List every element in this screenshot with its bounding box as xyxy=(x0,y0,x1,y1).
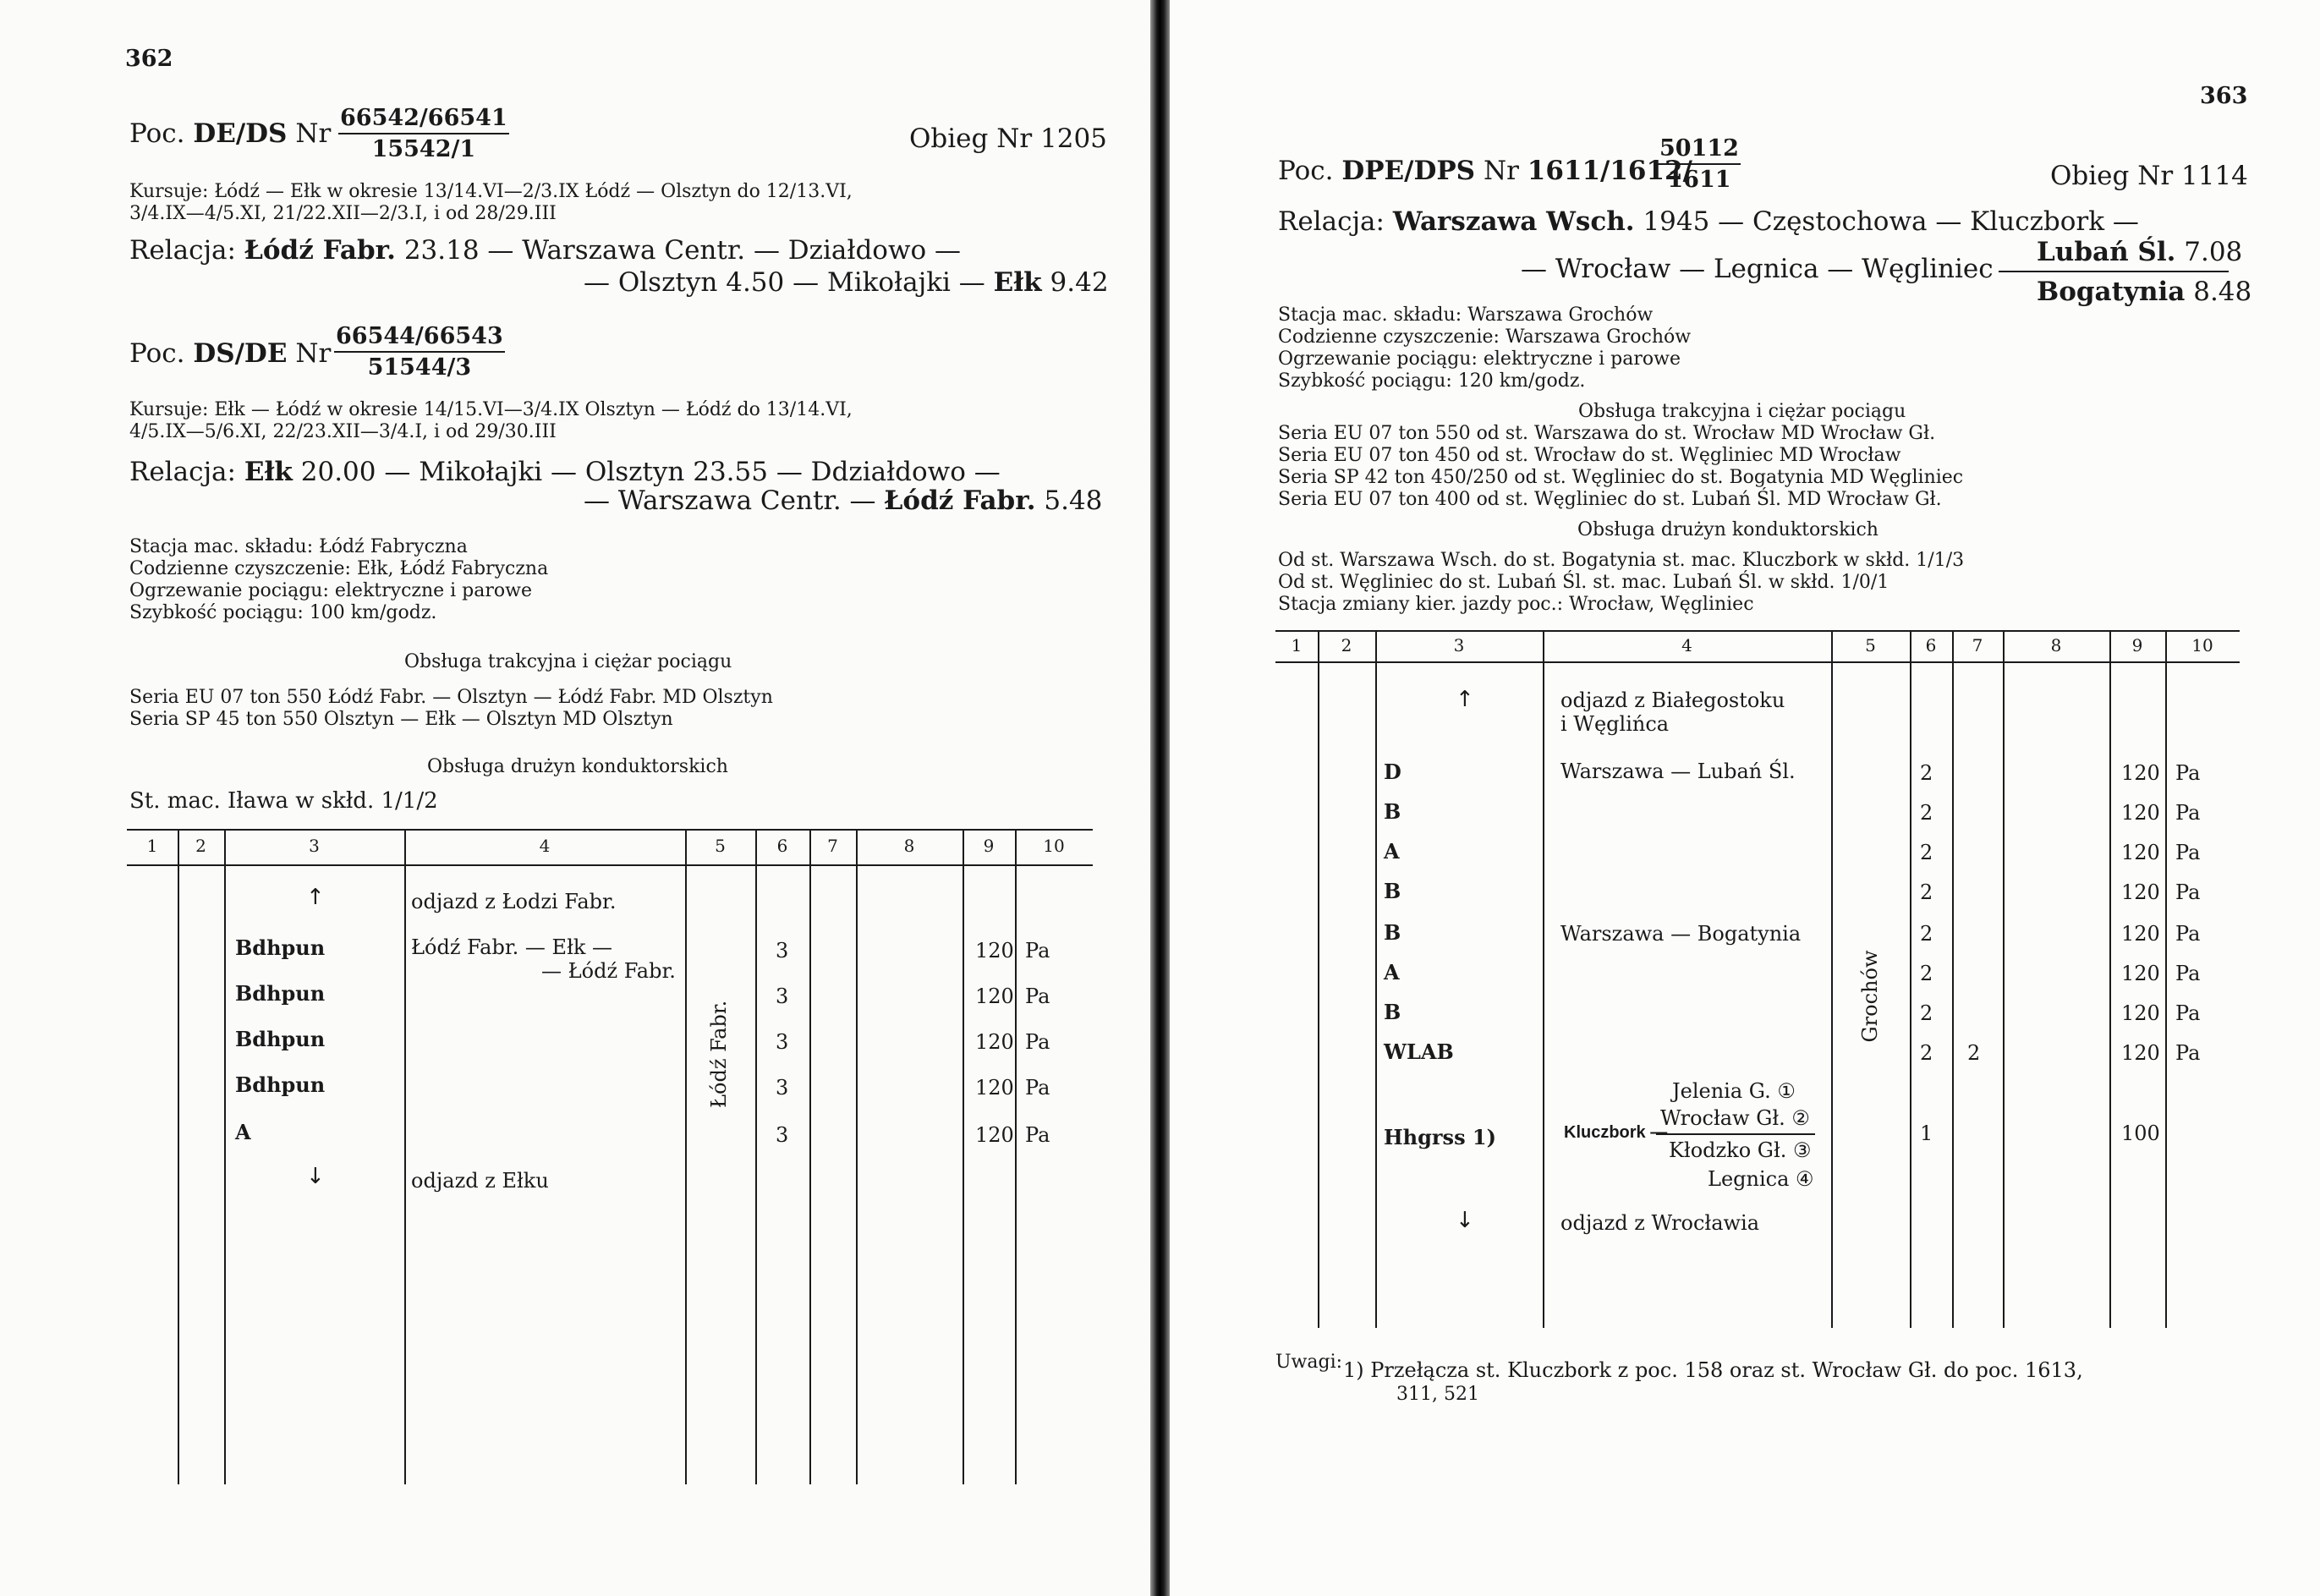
traction-line4: Seria EU 07 ton 400 od st. Węgliniec do st. Lubań Śl. MD Wrocław Gł. xyxy=(1278,489,1942,510)
traction-title: Obsługa trakcyjna i ciężar pociągu xyxy=(404,651,732,672)
train-relacja-line1 xyxy=(1278,206,2139,237)
branch-fraction-rule xyxy=(1999,271,2229,272)
row4-c10: Pa xyxy=(2175,880,2201,904)
train2-relacja-end-time: 5.48 xyxy=(1044,485,1103,516)
row3-c9: 120 xyxy=(975,1030,1014,1054)
table-top-rule xyxy=(127,829,1093,831)
row1-c10: Pa xyxy=(1025,939,1050,963)
route-line2: — Łódź Fabr. xyxy=(541,959,676,983)
train1-obieg: Obieg Nr 1205 xyxy=(909,123,1107,154)
col-header-7: 7 xyxy=(1972,635,1983,655)
col-header-4: 4 xyxy=(1681,635,1692,655)
row2-type: B xyxy=(1384,799,1401,824)
left-page xyxy=(0,0,1150,1596)
row1-type: D xyxy=(1384,760,1401,784)
info-stacja: Stacja mac. składu: Łódź Fabryczna xyxy=(129,536,468,557)
crew-line3: Stacja zmiany kier. jazdy poc.: Wrocław, Węgliniec xyxy=(1278,594,1754,615)
table-header-rule xyxy=(1275,661,2240,663)
arrow-up-icon: ↑ xyxy=(306,885,325,910)
row8-type: WLAB xyxy=(1384,1039,1454,1064)
train-prefix: Poc. xyxy=(1278,156,1334,186)
arrow-down-icon: ↓ xyxy=(306,1164,325,1189)
train1-relacja-rest: 23.18 — Warszawa Centr. — Działdowo — xyxy=(403,235,962,266)
train1-relacja-end: Ełk xyxy=(993,267,1042,298)
uwagi-label: Uwagi: xyxy=(1275,1352,1343,1373)
train1-number-fraction xyxy=(338,105,509,162)
special-row-type: Hhgrss 1) xyxy=(1384,1125,1496,1149)
train1-kursuje-line2: 3/4.IX—4/5.XI, 21/22.XII—2/3.I, i od 28/29.III xyxy=(129,203,557,224)
train1-category: DE/DS xyxy=(193,118,288,149)
col-header-5: 5 xyxy=(1865,635,1876,655)
special-dest-3: Kłodzko Gł. ③ xyxy=(1669,1138,1812,1162)
train-nr-label: Nr xyxy=(1483,156,1519,186)
train2-number-bottom: 51544/3 xyxy=(367,354,472,381)
train2-heading xyxy=(129,338,331,369)
row2-type: Bdhpun xyxy=(235,981,326,1006)
row7-c9: 120 xyxy=(2121,1001,2160,1025)
route-line1: Łódź Fabr. — Ełk — xyxy=(411,935,613,959)
row3-c10: Pa xyxy=(1025,1030,1050,1054)
row4-c9: 120 xyxy=(975,1076,1014,1100)
row2-c9: 120 xyxy=(2121,801,2160,825)
train2-relacja-line2 xyxy=(584,485,1102,516)
crew-line1: Od st. Warszawa Wsch. do st. Bogatynia st. mac. Kluczbork w skłd. 1/1/3 xyxy=(1278,550,1965,571)
row4-type: Bdhpun xyxy=(235,1072,326,1097)
col-header-10: 10 xyxy=(1043,836,1065,856)
route-lubán: Warszawa — Lubań Śl. xyxy=(1560,760,1796,783)
train2-number-fraction xyxy=(334,323,505,381)
table-top-rule xyxy=(1275,630,2240,632)
branch-top-time: 7.08 xyxy=(2184,237,2243,267)
col-header-7: 7 xyxy=(827,836,838,856)
row3-c6: 2 xyxy=(1920,841,1933,864)
row1-c6: 3 xyxy=(776,939,789,963)
train2-kursuje-line2: 4/5.IX—5/6.XI, 22/23.XII—3/4.I, i od 29/30.III xyxy=(129,421,557,442)
odjazd-top: odjazd z Łodzi Fabr. xyxy=(411,890,617,913)
special-c6: 1 xyxy=(1920,1122,1933,1145)
train1-relacja-label: Relacja: xyxy=(129,235,236,266)
special-c9: 100 xyxy=(2121,1122,2160,1145)
col-header-3: 3 xyxy=(309,836,320,856)
page-number: 362 xyxy=(125,46,173,72)
odjazd-bottom: odjazd z Ełku xyxy=(411,1169,549,1193)
train1-relacja-start: Łódź Fabr. xyxy=(244,235,396,266)
train2-nr-label: Nr xyxy=(295,338,332,369)
row1-c10: Pa xyxy=(2175,761,2201,785)
row7-c10: Pa xyxy=(2175,1001,2201,1025)
train-relacja-line2: — Wrocław — Legnica — Węgliniec xyxy=(1521,254,1994,284)
train-obieg: Obieg Nr 1114 xyxy=(2050,161,2248,191)
train2-number-top: 66544/66543 xyxy=(334,323,505,353)
col-header-2: 2 xyxy=(195,836,206,856)
info-stacja: Stacja mac. składu: Warszawa Grochów xyxy=(1278,304,1654,326)
train-relacja-start: Warszawa Wsch. xyxy=(1392,206,1635,237)
row4-c6: 3 xyxy=(776,1076,789,1100)
train1-heading xyxy=(129,118,331,149)
train-relacja-label: Relacja: xyxy=(1278,206,1385,237)
row8-c6: 2 xyxy=(1920,1041,1933,1065)
row1-c9: 120 xyxy=(2121,761,2160,785)
row2-c9: 120 xyxy=(975,984,1014,1008)
uwagi-line2: 311, 521 xyxy=(1396,1384,1479,1405)
train2-relacja-end: Łódź Fabr. xyxy=(884,485,1036,516)
table-header-rule xyxy=(127,864,1093,866)
info-szybkosc: Szybkość pociągu: 120 km/godz. xyxy=(1278,370,1586,392)
row5-c9: 120 xyxy=(975,1123,1014,1147)
train-category: DPE/DPS xyxy=(1341,156,1476,186)
row2-c10: Pa xyxy=(1025,984,1050,1008)
row4-type: B xyxy=(1384,879,1401,903)
row5-type: B xyxy=(1384,920,1401,945)
branch-bottom-time: 8.48 xyxy=(2193,277,2252,307)
row5-c6: 3 xyxy=(776,1123,789,1147)
train-number-bottom: 1611 xyxy=(1667,167,1731,193)
train1-relacja-line2 xyxy=(584,267,1109,298)
row7-c6: 2 xyxy=(1920,1001,1933,1025)
traction-line1: Seria EU 07 ton 550 Łódź Fabr. — Olsztyn — Łódź Fabr. MD Olsztyn xyxy=(129,687,773,708)
odjazd-top-line1: odjazd z Białegostoku xyxy=(1560,688,1785,712)
train-heading xyxy=(1278,156,1692,186)
train2-relacja-rest: 20.00 — Mikołajki — Olsztyn 23.55 — Ddziałdowo — xyxy=(300,457,1001,487)
col-header-9: 9 xyxy=(983,836,995,856)
row2-c6: 2 xyxy=(1920,801,1933,825)
row1-c6: 2 xyxy=(1920,761,1933,785)
right-page xyxy=(1170,0,2320,1596)
traction-line2: Seria EU 07 ton 450 od st. Wrocław do st. Węgliniec MD Wrocław xyxy=(1278,445,1901,466)
row6-c10: Pa xyxy=(2175,962,2201,985)
row3-c9: 120 xyxy=(2121,841,2160,864)
book-gutter xyxy=(1150,0,1170,1596)
crew-line2: Od st. Węgliniec do st. Lubań Śl. st. mac. Lubań Śl. w skłd. 1/0/1 xyxy=(1278,572,1889,593)
row5-c10: Pa xyxy=(1025,1123,1050,1147)
train-branch-bottom xyxy=(2037,277,2251,307)
col-header-4: 4 xyxy=(539,836,551,856)
uwagi-line1: 1) Przełącza st. Kluczbork z poc. 158 oraz st. Wrocław Gł. do poc. 1613, xyxy=(1343,1358,2083,1382)
row8-c10: Pa xyxy=(2175,1041,2201,1065)
row2-c10: Pa xyxy=(2175,801,2201,825)
special-hub: Kluczbork — xyxy=(1564,1123,1668,1142)
train1-kursuje-line1: Kursuje: Łódź — Ełk w okresie 13/14.VI—2/3.IX Łódź — Olsztyn do 12/13.VI, xyxy=(129,181,853,202)
row2-c6: 3 xyxy=(776,984,789,1008)
train-relacja-rest: 1945 — Częstochowa — Kluczbork — xyxy=(1643,206,2139,237)
train1-nr-label: Nr xyxy=(295,118,332,149)
row5-c9: 120 xyxy=(2121,922,2160,946)
arrow-up-icon: ↑ xyxy=(1456,687,1474,712)
row6-type: A xyxy=(1384,960,1400,984)
train-branch-top xyxy=(2037,237,2242,267)
row7-type: B xyxy=(1384,1000,1401,1024)
train1-number-bottom: 15542/1 xyxy=(371,136,476,162)
row3-c6: 3 xyxy=(776,1030,789,1054)
traction-line3: Seria SP 42 ton 450/250 od st. Węgliniec do st. Bogatynia MD Węgliniec xyxy=(1278,467,1964,488)
row3-type: A xyxy=(1384,839,1400,864)
train-number-top: 50112 xyxy=(1658,135,1741,165)
row1-c9: 120 xyxy=(975,939,1014,963)
branch-bottom-station: Bogatynia xyxy=(2037,277,2186,307)
train2-relacja-rest2: — Warszawa Centr. — xyxy=(584,485,876,516)
odjazd-top-line2: i Węglińca xyxy=(1560,712,1670,736)
col-header-8: 8 xyxy=(903,836,915,856)
special-dest-2: Wrocław Gł. ② xyxy=(1660,1106,1810,1130)
row5-c6: 2 xyxy=(1920,922,1933,946)
row6-c9: 120 xyxy=(2121,962,2160,985)
row4-c9: 120 xyxy=(2121,880,2160,904)
col-header-10: 10 xyxy=(2191,635,2213,655)
row3-c10: Pa xyxy=(2175,841,2201,864)
col-header-1: 1 xyxy=(1291,635,1303,655)
traction-line2: Seria SP 45 ton 550 Olsztyn — Ełk — Olsztyn MD Olsztyn xyxy=(129,709,673,730)
traction-line1: Seria EU 07 ton 550 od st. Warszawa do st. Wrocław MD Wrocław Gł. xyxy=(1278,423,1936,444)
train-number-main: 1611/1612/ xyxy=(1527,156,1692,186)
col-header-3: 3 xyxy=(1453,635,1465,655)
train2-relacja-label: Relacja: xyxy=(129,457,236,487)
info-czyszczenie: Codzienne czyszczenie: Ełk, Łódź Fabryczna xyxy=(129,558,549,579)
col-header-6: 6 xyxy=(1925,635,1937,655)
row1-type: Bdhpun xyxy=(235,935,326,960)
special-dest-1: Jelenia G. ① xyxy=(1672,1079,1796,1103)
special-dest-4: Legnica ④ xyxy=(1708,1167,1814,1191)
train1-relacja-rest2: — Olsztyn 4.50 — Mikołajki — xyxy=(584,267,985,298)
col-header-9: 9 xyxy=(2131,635,2143,655)
crew-title: Obsługa drużyn konduktorskich xyxy=(427,756,728,777)
info-czyszczenie: Codzienne czyszczenie: Warszawa Grochów xyxy=(1278,326,1692,348)
traction-title: Obsługa trakcyjna i ciężar pociągu xyxy=(1578,401,1906,422)
train1-relacja-end-time: 9.42 xyxy=(1050,267,1109,298)
train1-prefix: Poc. xyxy=(129,118,185,149)
train2-relacja-line1 xyxy=(129,457,1001,487)
train1-number-top: 66542/66541 xyxy=(338,105,509,134)
route-bogatynia: Warszawa — Bogatynia xyxy=(1560,922,1802,946)
page-number: 363 xyxy=(2200,83,2248,109)
arrow-down-icon: ↓ xyxy=(1456,1208,1474,1233)
col-header-2: 2 xyxy=(1341,635,1352,655)
info-ogrzewanie: Ogrzewanie pociągu: elektryczne i parowe xyxy=(1278,348,1681,370)
col-header-8: 8 xyxy=(2050,635,2062,655)
row8-c9: 120 xyxy=(2121,1041,2160,1065)
vertical-station-label: Łódź Fabr. xyxy=(707,1000,731,1108)
train2-category: DS/DE xyxy=(193,338,288,369)
train1-relacja-line1 xyxy=(129,235,961,266)
crew-line: St. mac. Iława w skłd. 1/1/2 xyxy=(129,788,438,814)
row3-type: Bdhpun xyxy=(235,1027,326,1051)
train-number-fraction xyxy=(1658,135,1741,193)
info-szybkosc: Szybkość pociągu: 100 km/godz. xyxy=(129,602,437,623)
train2-kursuje-line1: Kursuje: Ełk — Łódź w okresie 14/15.VI—3/4.IX Olsztyn — Łódź do 13/14.VI, xyxy=(129,399,853,420)
col-header-1: 1 xyxy=(146,836,158,856)
train2-prefix: Poc. xyxy=(129,338,185,369)
special-fraction-rule xyxy=(1656,1133,1815,1135)
branch-top-station: Lubań Śl. xyxy=(2037,237,2176,267)
train2-relacja-start: Ełk xyxy=(244,457,293,487)
row5-c10: Pa xyxy=(2175,922,2201,946)
col-header-5: 5 xyxy=(715,836,726,856)
row4-c10: Pa xyxy=(1025,1076,1050,1100)
odjazd-bottom: odjazd z Wrocławia xyxy=(1560,1211,1760,1235)
info-ogrzewanie: Ogrzewanie pociągu: elektryczne i parowe xyxy=(129,580,532,601)
col-header-6: 6 xyxy=(776,836,788,856)
row8-c7: 2 xyxy=(1967,1041,1981,1065)
row4-c6: 2 xyxy=(1920,880,1933,904)
crew-title: Obsługa drużyn konduktorskich xyxy=(1577,519,1878,540)
vertical-station-label: Grochów xyxy=(1858,950,1882,1043)
row6-c6: 2 xyxy=(1920,962,1933,985)
row5-type: A xyxy=(235,1120,251,1144)
